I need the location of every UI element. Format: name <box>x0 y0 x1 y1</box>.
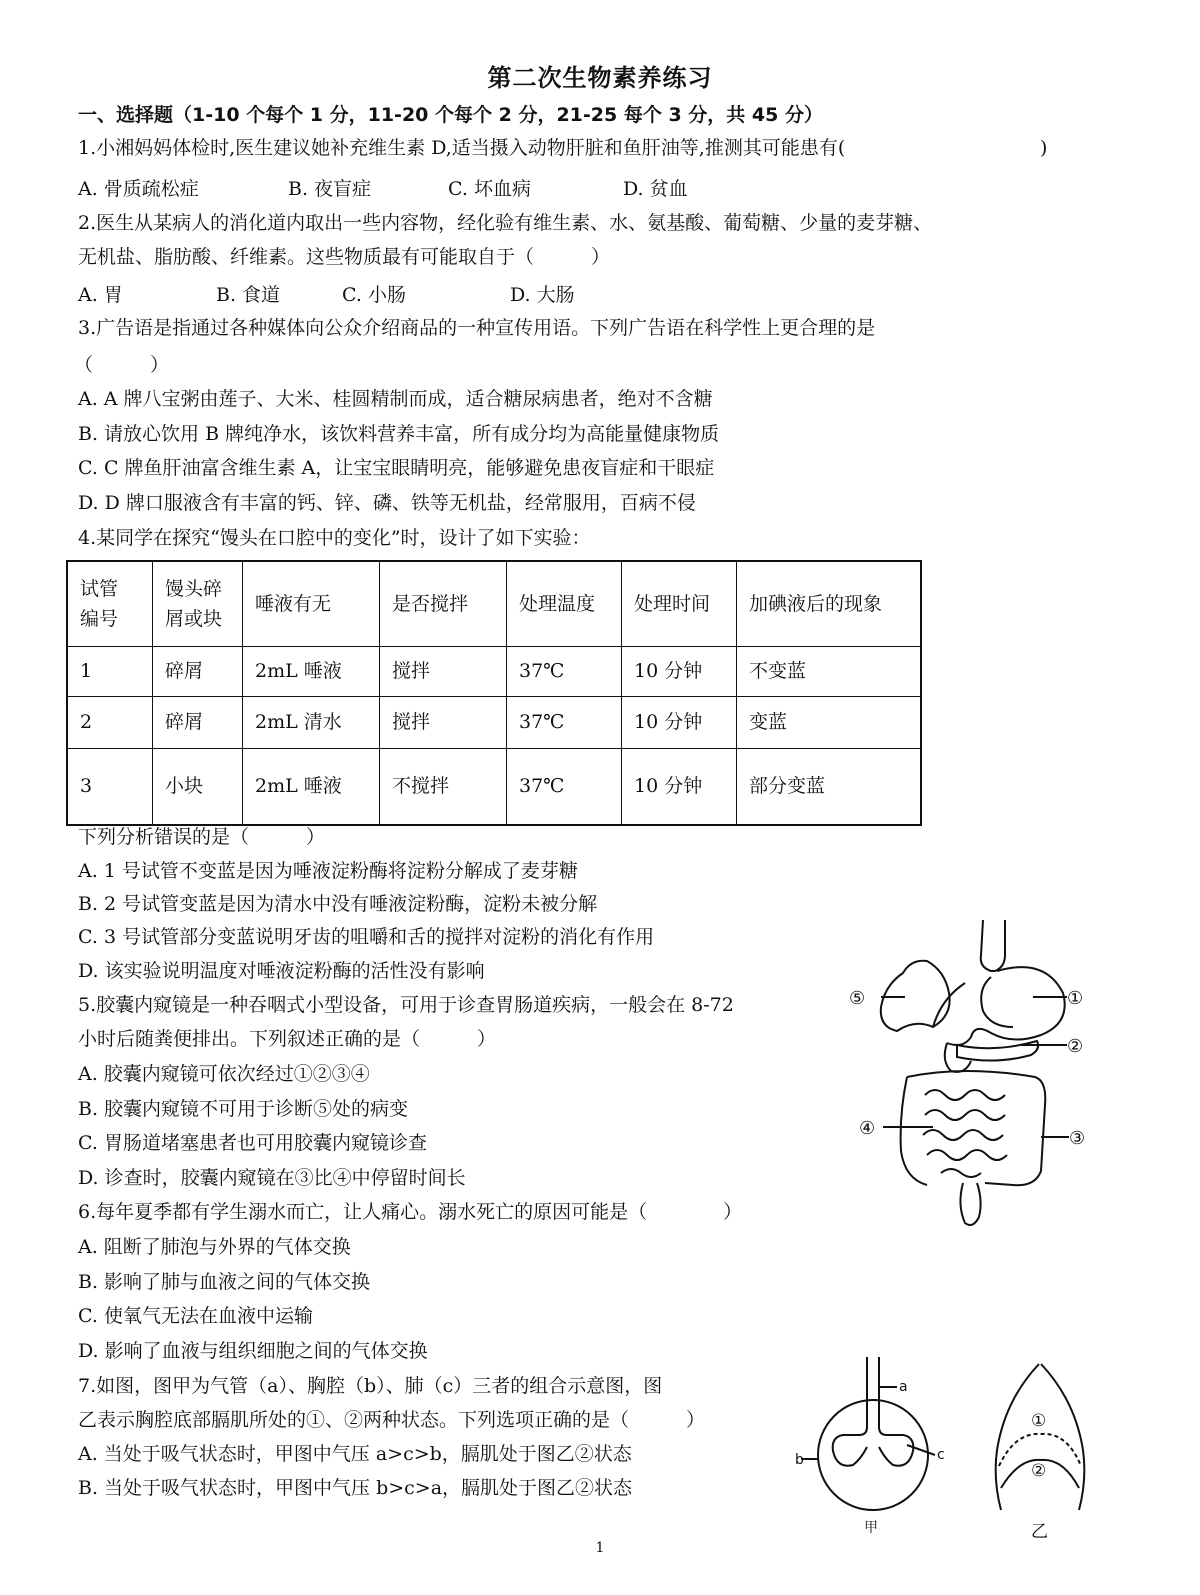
table-row <box>67 696 921 748</box>
q5-stem-line1: 5.胶囊内窥镜是一种吞咽式小型设备，可用于诊查胃肠道疾病，一般会在 8-72 <box>78 994 734 1016</box>
q6-option-d: D. 影响了血液与组织细胞之间的气体交换 <box>78 1340 428 1362</box>
figure-jia-respiratory <box>795 1355 965 1540</box>
q7-stem-line2: 乙表示胸腔底部膈肌所处的①、②两种状态。下列选项正确的是（ ） <box>78 1409 706 1431</box>
q1-stem: 1.小湘妈妈体检时,医生建议她补充维生素 D,适当摄入动物肝脏和鱼肝油等,推测其可能患有( <box>78 137 846 159</box>
q2-option-a: A. 胃 <box>78 284 123 306</box>
q1-option-d: D. 贫血 <box>623 178 688 200</box>
table-cell: 10 分钟 <box>622 748 737 825</box>
table-cell: 37℃ <box>507 748 622 825</box>
jia-label-a: a <box>899 1379 908 1395</box>
table-cell: 碎屑 <box>153 696 243 748</box>
q4-stem: 4.某同学在探究“馒头在口腔中的变化”时，设计了如下实验： <box>78 527 591 549</box>
table-cell: 3 <box>67 748 153 825</box>
page-title: 第二次生物素养练习 <box>487 64 713 92</box>
table-cell: 10 分钟 <box>622 696 737 748</box>
q1-option-c: C. 坏血病 <box>448 178 531 200</box>
figure-yi-drawing <box>996 1364 1085 1510</box>
digestive-organs-drawing <box>881 920 1069 1225</box>
q1-close-paren: ) <box>1040 137 1048 159</box>
q1-option-a: A. 骨质疏松症 <box>78 178 199 200</box>
q5-option-a: A. 胶囊内窥镜可依次经过①②③④ <box>78 1063 370 1085</box>
table-header-row <box>67 561 921 646</box>
table-cell: 37℃ <box>507 646 622 696</box>
jia-label-c: c <box>937 1447 945 1463</box>
table-cell: 37℃ <box>507 696 622 748</box>
table-cell: 小块 <box>153 748 243 825</box>
table-cell: 2mL 清水 <box>243 696 380 748</box>
table-row <box>67 646 921 696</box>
q2-stem-line2: 无机盐、脂肪酸、纤维素。这些物质最有可能取自于（ ） <box>78 246 611 268</box>
table-cell: 碎屑 <box>153 646 243 696</box>
q5-stem-line2: 小时后随粪便排出。下列叙述正确的是（ ） <box>78 1028 497 1050</box>
figure-jia-drawing <box>801 1357 935 1510</box>
q4-option-a: A. 1 号试管不变蓝是因为唾液淀粉酶将淀粉分解成了麦芽糖 <box>78 860 578 882</box>
q7-option-b: B. 当处于吸气状态时，甲图中气压 b>c>a，膈肌处于图乙②状态 <box>78 1477 633 1499</box>
table-header-cell: 唾液有无 <box>243 561 380 646</box>
q7-stem-line1: 7.如图，图甲为气管（a）、胸腔（b）、肺（c）三者的组合示意图，图 <box>78 1375 663 1397</box>
table-cell: 1 <box>67 646 153 696</box>
yi-label-1: ① <box>1031 1411 1047 1431</box>
organ-label-3: ③ <box>1069 1128 1086 1149</box>
q4-option-d: D. 该实验说明温度对唾液淀粉酶的活性没有影响 <box>78 960 485 982</box>
table-cell: 2 <box>67 696 153 748</box>
q2-option-c: C. 小肠 <box>342 284 406 306</box>
table-header-cell: 馒头碎 屑或块 <box>153 561 243 646</box>
yi-caption: 乙 <box>1031 1522 1048 1542</box>
experiment-table <box>66 560 922 826</box>
table-cell: 搅拌 <box>380 696 507 748</box>
organ-label-1: ① <box>1067 988 1084 1009</box>
table-cell: 10 分钟 <box>622 646 737 696</box>
organ-label-4: ④ <box>859 1118 876 1139</box>
q5-option-d: D. 诊查时，胶囊内窥镜在③比④中停留时间长 <box>78 1167 466 1189</box>
digestive-system-figure <box>845 915 1095 1235</box>
table-header-cell: 加碘液后的现象 <box>737 561 922 646</box>
q1-options <box>78 175 688 203</box>
q5-option-c: C. 胃肠道堵塞患者也可用胶囊内窥镜诊查 <box>78 1132 427 1154</box>
q2-option-d: D. 大肠 <box>510 284 575 306</box>
q3-option-d: D. D 牌口服液含有丰富的钙、锌、磷、铁等无机盐，经常服用，百病不侵 <box>78 492 696 514</box>
q6-option-a: A. 阻断了肺泡与外界的气体交换 <box>78 1236 351 1258</box>
table-header-cell: 是否搅拌 <box>380 561 507 646</box>
table-cell: 2mL 唾液 <box>243 748 380 825</box>
organ-label-2: ② <box>1067 1036 1084 1057</box>
q2-stem-line1: 2.医生从某病人的消化道内取出一些内容物，经化验有维生素、水、氨基酸、葡萄糖、少量的麦芽糖、 <box>78 212 933 234</box>
figure-yi-diaphragm <box>985 1360 1095 1545</box>
jia-label-b: b <box>795 1452 804 1468</box>
table-cell: 搅拌 <box>380 646 507 696</box>
table-header-cell: 处理温度 <box>507 561 622 646</box>
table-cell: 2mL 唾液 <box>243 646 380 696</box>
organ-label-5: ⑤ <box>849 988 866 1009</box>
q7-option-a: A. 当处于吸气状态时，甲图中气压 a>c>b，膈肌处于图乙②状态 <box>78 1443 632 1465</box>
q3-option-a: A. A 牌八宝粥由莲子、大米、桂圆精制而成，适合糖尿病患者，绝对不含糖 <box>78 388 713 410</box>
table-cell: 不搅拌 <box>380 748 507 825</box>
q4-option-b: B. 2 号试管变蓝是因为清水中没有唾液淀粉酶，淀粉未被分解 <box>78 893 598 915</box>
q6-option-b: B. 影响了肺与血液之间的气体交换 <box>78 1271 371 1293</box>
q6-stem: 6.每年夏季都有学生溺水而亡，让人痛心。溺水死亡的原因可能是（ ） <box>78 1201 743 1223</box>
jia-caption: 甲 <box>864 1520 878 1536</box>
q3-stem-line1: 3.广告语是指通过各种媒体向公众介绍商品的一种宣传用语。下列广告语在科学性上更合理的是 <box>78 317 876 339</box>
q5-option-b: B. 胶囊内窥镜不可用于诊断⑤处的病变 <box>78 1098 409 1120</box>
table-cell: 部分变蓝 <box>737 748 922 825</box>
section-heading: 一、选择题（1-10 个每个 1 分，11-20 个每个 2 分，21-25 每个 3 分，共 45 分） <box>78 104 823 126</box>
q1-option-b: B. 夜盲症 <box>288 178 372 200</box>
q4-option-c: C. 3 号试管部分变蓝说明牙齿的咀嚼和舌的搅拌对淀粉的消化有作用 <box>78 926 655 948</box>
q3-option-c: C. C 牌鱼肝油富含维生素 A，让宝宝眼睛明亮，能够避免患夜盲症和干眼症 <box>78 457 715 479</box>
table-row <box>67 748 921 825</box>
q2-option-b: B. 食道 <box>216 284 281 306</box>
q2-options <box>78 281 575 309</box>
q4-ask: 下列分析错误的是（ ） <box>78 826 326 848</box>
table-cell: 变蓝 <box>737 696 922 748</box>
table-header-cell: 试管 编号 <box>67 561 153 646</box>
yi-label-2: ② <box>1031 1461 1047 1481</box>
page-number: 1 <box>595 1540 605 1556</box>
q3-stem-line2: （ ） <box>74 354 170 376</box>
q3-option-b: B. 请放心饮用 B 牌纯净水，该饮料营养丰富，所有成分均为高能量健康物质 <box>78 423 720 445</box>
table-cell: 不变蓝 <box>737 646 922 696</box>
table-header-cell: 处理时间 <box>622 561 737 646</box>
q6-option-c: C. 使氧气无法在血液中运输 <box>78 1305 313 1327</box>
